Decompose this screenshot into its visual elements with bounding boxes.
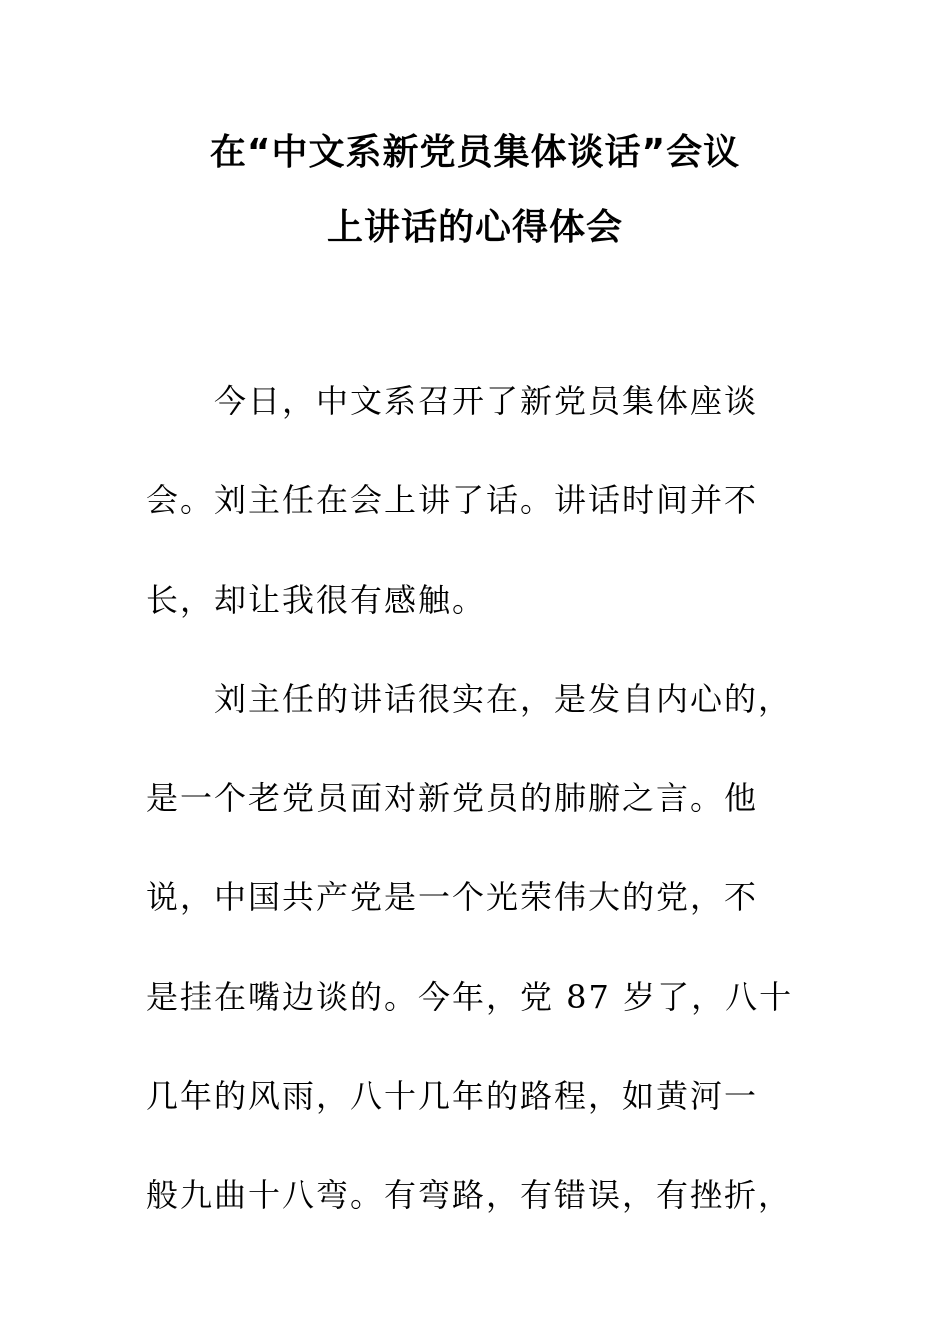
paragraph-2-line-2: 是一个老党员面对新党员的肺腑之言。他 bbox=[146, 779, 759, 817]
paragraph-1-line-1: 今日，中文系召开了新党员集体座谈 bbox=[214, 382, 759, 420]
paragraph-1-line-2: 会。刘主任在会上讲了话。讲话时间并不 bbox=[146, 481, 759, 519]
paragraph-2-line-1: 刘主任的讲话很实在，是发自内心的， bbox=[214, 680, 793, 718]
paragraph-2-line-3: 说，中国共产党是一个光荣伟大的党，不 bbox=[146, 878, 759, 916]
paragraph-2-line-5: 几年的风雨，八十几年的路程，如黄河一 bbox=[146, 1077, 759, 1115]
paragraph-1-line-3: 长，却让我很有感触。 bbox=[146, 581, 487, 619]
paragraph-2-line-4: 是挂在嘴边谈的。今年，党 87 岁了，八十 bbox=[146, 978, 794, 1016]
document-title-line-1: 在“中文系新党员集体谈话”会议 bbox=[209, 132, 741, 173]
paragraph-2-line-6: 般九曲十八弯。有弯路，有错误，有挫折， bbox=[146, 1176, 793, 1214]
document-title-line-2: 上讲话的心得体会 bbox=[326, 207, 623, 248]
